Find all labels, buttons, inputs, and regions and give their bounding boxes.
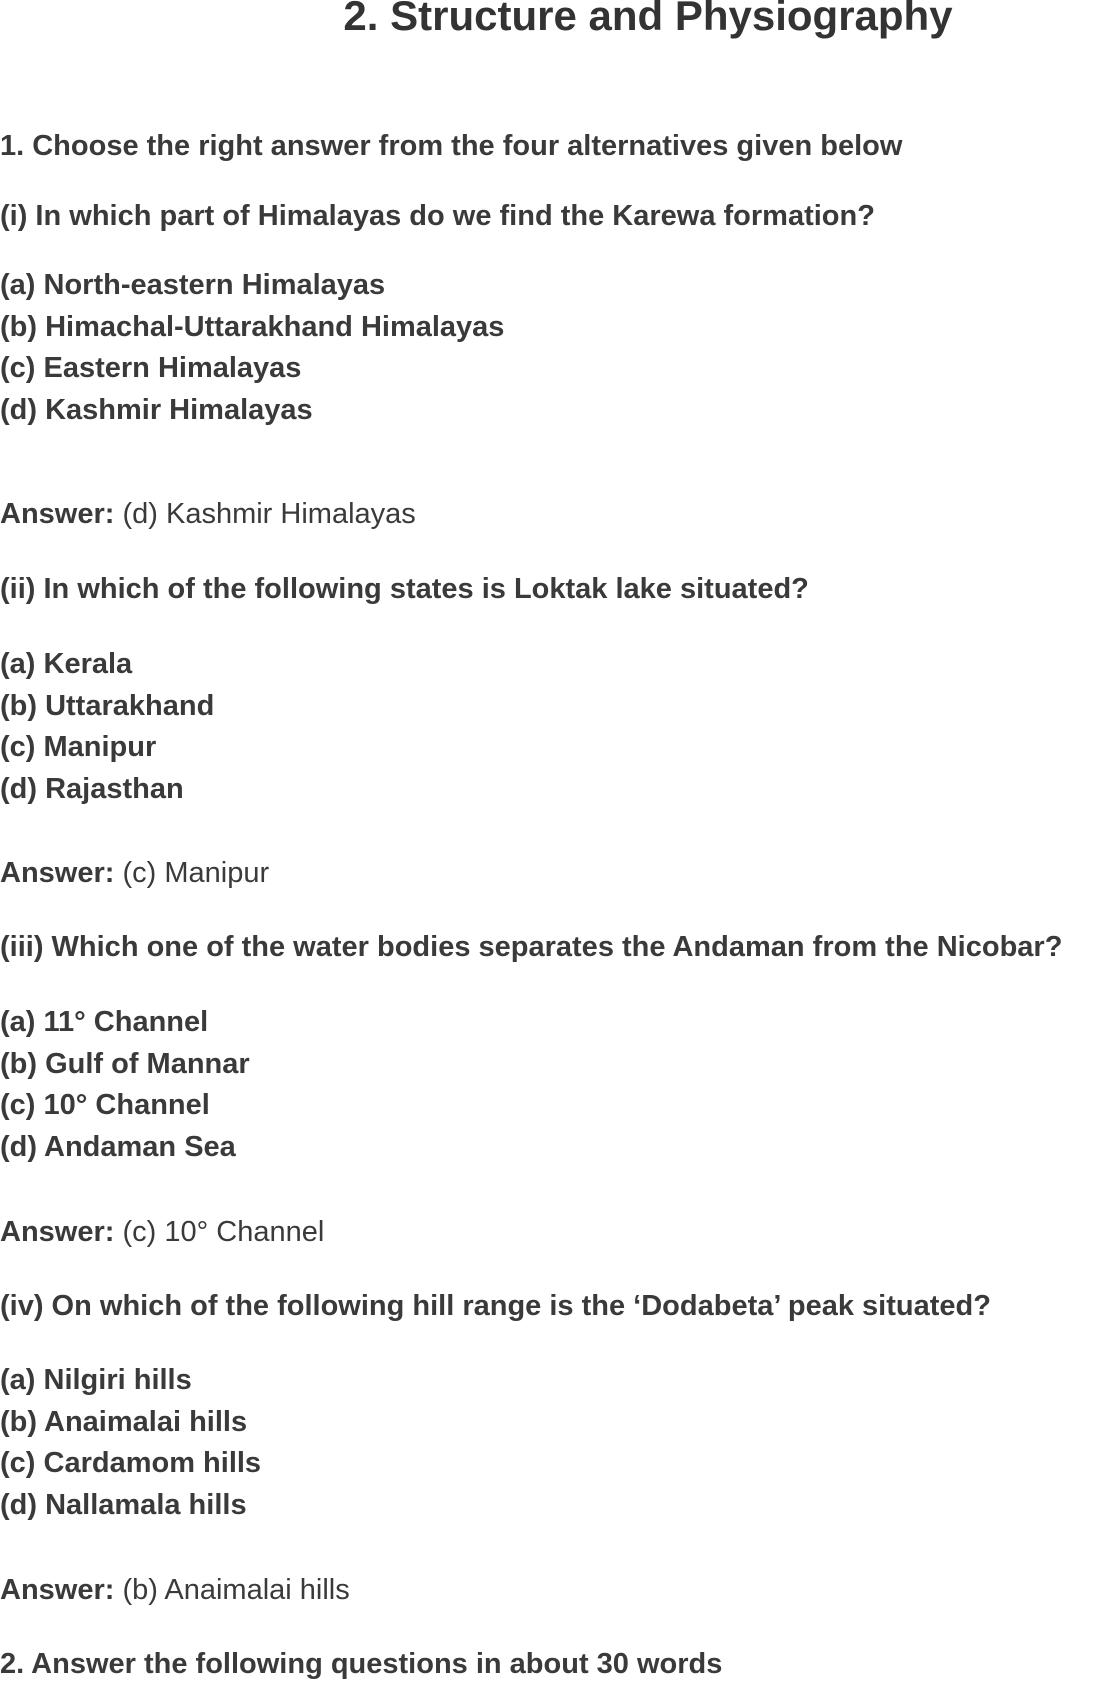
answer-2 bbox=[0, 855, 269, 891]
option-d: (d) Rajasthan bbox=[0, 772, 184, 805]
option-d: (d) Andaman Sea bbox=[0, 1130, 236, 1163]
answer-text: (b) Anaimalai hills bbox=[122, 1574, 350, 1606]
answer-text: (c) 10° Channel bbox=[122, 1216, 325, 1248]
option-b: (b) Himachal-Uttarakhand Himalayas bbox=[0, 310, 505, 343]
question-4-options bbox=[0, 1360, 261, 1526]
option-a: (a) Nilgiri hills bbox=[0, 1364, 192, 1396]
answer-4 bbox=[0, 1572, 350, 1608]
answer-1 bbox=[0, 496, 416, 532]
question-4: (iv) On which of the following hill range is the ‘Dodabeta’ peak situated? bbox=[0, 1290, 991, 1322]
answer-label: Answer: bbox=[0, 498, 115, 530]
option-a: (a) Kerala bbox=[0, 648, 133, 680]
option-b: (b) Gulf of Mannar bbox=[0, 1047, 250, 1080]
question-2: (ii) In which of the following states is Loktak lake situated? bbox=[0, 573, 809, 605]
option-a: (a) 11° Channel bbox=[0, 1006, 209, 1038]
answer-label: Answer: bbox=[0, 857, 115, 889]
section-heading-mcq: 1. Choose the right answer from the four alternatives given below bbox=[0, 130, 903, 162]
option-b: (b) Anaimalai hills bbox=[0, 1405, 248, 1438]
option-d: (d) Nallamala hills bbox=[0, 1488, 247, 1521]
question-3: (iii) Which one of the water bodies separates the Andaman from the Nicobar? bbox=[0, 931, 1063, 963]
option-c: (c) 10° Channel bbox=[0, 1089, 210, 1121]
section-heading-short-answer: 2. Answer the following questions in about 30 words bbox=[0, 1648, 723, 1680]
option-b: (b) Uttarakhand bbox=[0, 689, 215, 722]
question-2-options bbox=[0, 644, 214, 810]
document-title: 2. Structure and Physiography bbox=[343, 0, 953, 39]
option-c: (c) Manipur bbox=[0, 731, 157, 763]
answer-text: (d) Kashmir Himalayas bbox=[122, 498, 416, 530]
answer-3 bbox=[0, 1214, 324, 1250]
option-d: (d) Kashmir Himalayas bbox=[0, 393, 313, 426]
answer-label: Answer: bbox=[0, 1574, 115, 1606]
question-1-options bbox=[0, 265, 504, 431]
option-c: (c) Cardamom hills bbox=[0, 1447, 262, 1479]
question-3-options bbox=[0, 1002, 250, 1168]
answer-text: (c) Manipur bbox=[122, 857, 270, 889]
question-1: (i) In which part of Himalayas do we find the Karewa formation? bbox=[0, 200, 875, 232]
option-c: (c) Eastern Himalayas bbox=[0, 352, 302, 384]
option-a: (a) North-eastern Himalayas bbox=[0, 269, 386, 301]
answer-label: Answer: bbox=[0, 1216, 115, 1248]
